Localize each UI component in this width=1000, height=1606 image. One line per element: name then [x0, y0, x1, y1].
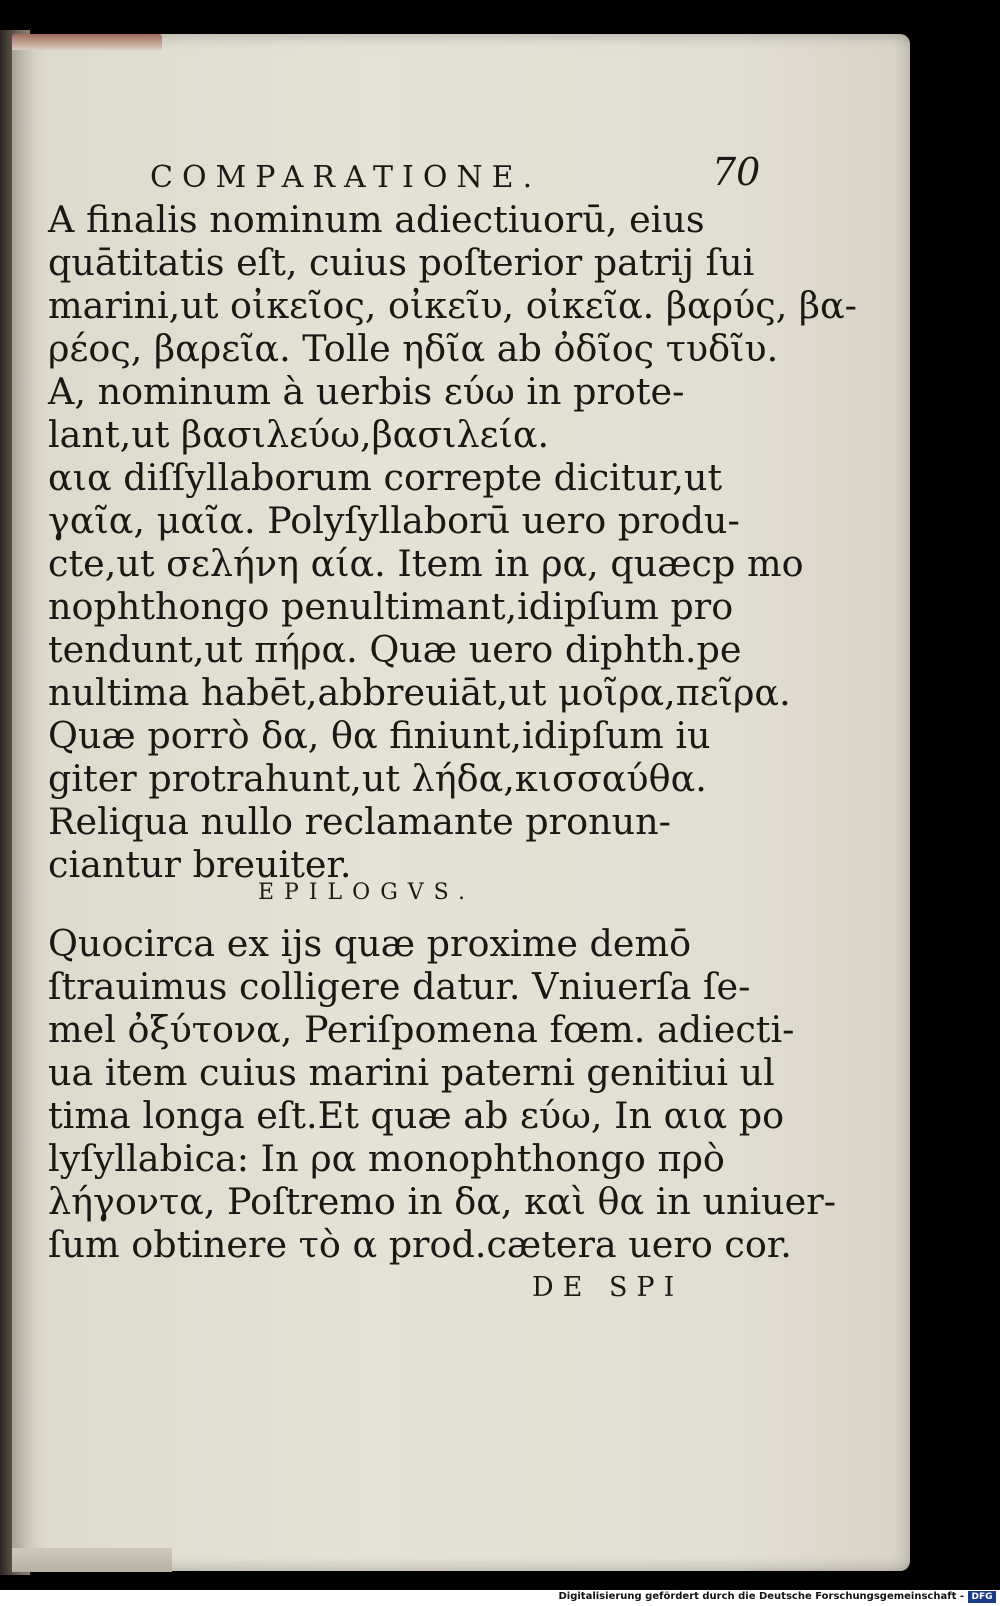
text-line: tima longa eſt.Et quæ ab εύω, In αια po	[48, 1094, 785, 1137]
text-line: ua item cuius marini paterni genitiui ul	[48, 1051, 775, 1094]
page-number: 70	[712, 150, 761, 194]
text-line: mel ὀξύτονα, Periſpomena fœm. adiecti-	[48, 1008, 795, 1051]
text-line: lant,ut βασιλεύω,βασιλεία.	[48, 413, 550, 456]
page-leaf-edge	[12, 34, 162, 50]
text-line: Quocirca ex ijs quæ proxime demō	[48, 922, 692, 965]
epilogue-text	[48, 922, 837, 1266]
dfg-logo: DFG	[968, 1591, 996, 1603]
text-line: Reliqua nullo reclamante pronun-	[48, 800, 671, 843]
text-line: A finalis nominum adiectiuorū, eius	[48, 198, 705, 241]
text-line: ſum obtinere τὸ α prod.cætera uero cor.	[48, 1223, 792, 1266]
text-line: λήγοντα, Poſtremo in δα, καὶ θα in uniuer-	[48, 1180, 837, 1223]
text-line: Quæ porrò δα, θα finiunt,idipſum iu	[48, 714, 711, 757]
text-line: nultima habēt,abbreuiāt,ut μοῖρα,πεῖρα.	[48, 671, 791, 714]
text-line: lyſyllabica: In ρα monophthongo πρὸ	[48, 1137, 725, 1180]
text-line: quātitatis eſt, cuius poſterior patrij ſui	[48, 241, 755, 284]
text-line: cte,ut σελήνη αία. Item in ρα, quæcp mo	[48, 542, 804, 585]
text-line: ſtrauimus colligere datur. Vniuerſa ſe-	[48, 965, 751, 1008]
text-line: nophthongo penultimant,idipſum pro	[48, 585, 734, 628]
catchword: DE SPI	[532, 1272, 684, 1303]
text-line: giter protrahunt,ut λήδα,κισσαύθα.	[48, 757, 707, 800]
text-line: γαῖα, μαῖα. Polyſyllaborū uero produ-	[48, 499, 740, 542]
body-text	[48, 198, 858, 886]
section-heading: EPILOGVS.	[258, 880, 475, 905]
text-line: αια diſſyllaborum correpte dicitur,ut	[48, 456, 723, 499]
funding-credit: Digitalisierung gefördert durch die Deutsche Forschungsgemeinschaft -	[558, 1591, 964, 1602]
page-bottom-shadow	[12, 1548, 172, 1572]
text-line: ρέος, βαρεῖα. Tolle ηδῖα ab ὀδῖος τυδῖυ.	[48, 327, 779, 370]
text-line: A, nominum à uerbis εύω in prote-	[48, 370, 685, 413]
text-line: tendunt,ut πήρα. Quæ uero diphth.pe	[48, 628, 742, 671]
text-line: marini,ut οἰκεῖος, οἰκεῖυ, οἰκεῖα. βαρύς, βα-	[48, 284, 858, 327]
text-line: ciantur breuiter.	[48, 843, 352, 886]
running-head: COMPARATIONE.	[150, 160, 542, 195]
